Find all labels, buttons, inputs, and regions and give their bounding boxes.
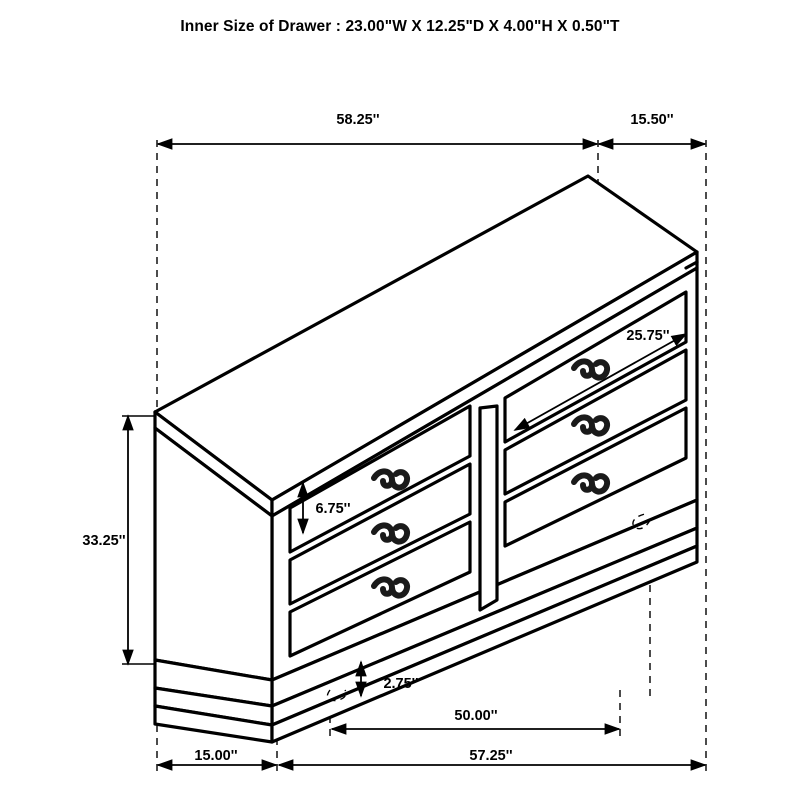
dimension-label-depth-top-right: 15.50'' <box>630 112 674 128</box>
dimension-label-drawer-diagonal: 25.75'' <box>626 328 670 344</box>
dimension-label-side-depth: 15.00'' <box>194 748 238 764</box>
dimension-label-overall-height: 33.25'' <box>82 533 126 549</box>
dimension-label-drawer-height: 6.75'' <box>315 501 351 517</box>
dresser-illustration <box>155 176 697 742</box>
dimension-label-base-height: 2.75'' <box>383 676 419 692</box>
dimension-label-width-top-main: 58.25'' <box>336 112 380 128</box>
dimension-label-front-width: 57.25'' <box>469 748 513 764</box>
page-title: Inner Size of Drawer : 23.00"W X 12.25"D X 4.00"H X 0.50"T <box>180 18 620 35</box>
dimension-label-base-front-width: 50.00'' <box>454 708 498 724</box>
